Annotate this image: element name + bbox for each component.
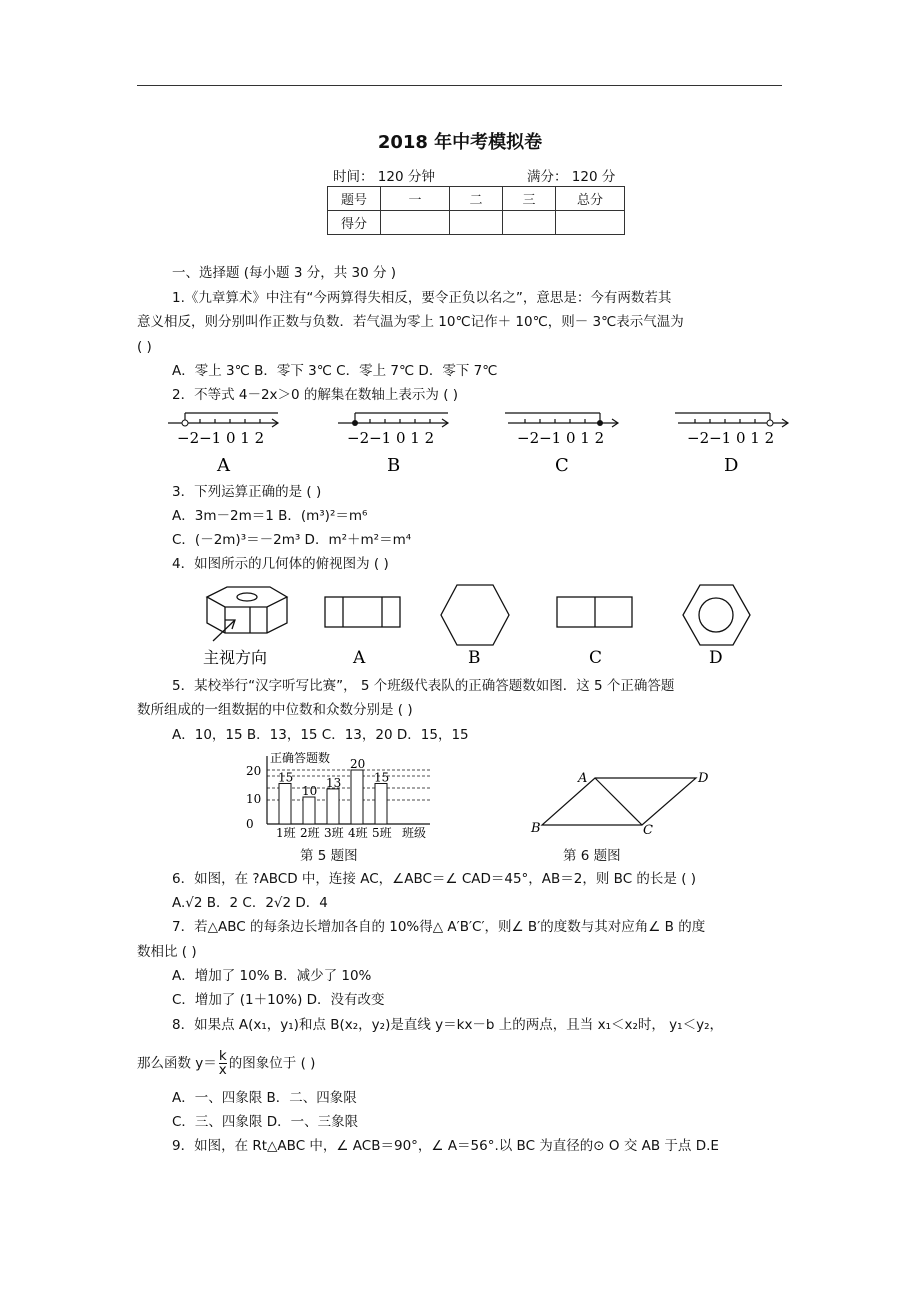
x-tick-label: 3班 [324,826,344,840]
axis-ticks: −2−1 0 1 2 [347,429,435,447]
main-direction-label: 主视方向 [203,648,268,667]
table-cell [381,211,450,235]
q5-options: A．10，15 B．13，15 C．13，20 D．15，15 [172,727,469,743]
table-cell: 题号 [328,187,381,211]
q1-options: A．零上 3℃ B．零下 3℃ C．零上 7℃ D．零下 7℃ [172,363,498,379]
q5-bar-chart [240,748,450,840]
q2-number-lines [160,405,800,475]
x-tick-label: 1班 [276,826,296,840]
exam-full-score: 满分： 120 分 [527,169,616,185]
q8-options-2: C．三、四象限 D．一、三象限 [172,1114,359,1130]
option-label: B [468,648,481,668]
bar [351,770,363,824]
option-label: C [589,648,603,668]
q8-line2-end: 的图象位于 ( ) [228,1055,316,1072]
bar [327,789,339,824]
q8-line2-start: 那么函数 y＝ [137,1055,217,1072]
table-cell: 总分 [556,187,625,211]
table-cell: 得分 [328,211,381,235]
option-label: C [555,455,569,475]
q7-options-2: C．增加了 (1＋10%) D．没有改变 [172,992,385,1008]
fig5-caption: 第 5 题图 [300,848,358,864]
bar-value-label: 15 [374,770,390,785]
score-table-row [328,211,625,235]
table-cell [450,211,503,235]
option-label: B [387,455,401,475]
q6-stem: 6．如图，在 ?ABCD 中，连接 AC，∠ABC＝∠ CAD＝45°，AB＝2，则 BC 的长是 ( ) [172,871,697,887]
bar-value-label: 13 [326,775,342,790]
score-table [327,186,625,235]
q4-figures [195,575,765,670]
q3-options-ab: A．3m－2m＝1 B．(m³)²＝m⁶ [172,508,368,524]
bar-value-label: 15 [278,770,294,785]
option-label: D [709,648,723,668]
vertex-label: A [578,771,588,786]
bar [375,784,387,825]
chart-xlabel: 班级 [402,826,427,840]
q3-stem: 3．下列运算正确的是 ( ) [172,484,322,500]
table-cell: 一 [381,187,450,211]
axis-ticks: −2−1 0 1 2 [177,429,265,447]
table-cell: 三 [503,187,556,211]
bar-value-label: 20 [350,757,366,771]
fraction-denominator: x [218,1062,227,1078]
score-table-row [328,187,625,211]
q3-options-cd: C．(－2m)³＝－2m³ D．m²＋m²＝m⁴ [172,532,412,548]
vertex-label: D [698,771,709,786]
table-cell [556,211,625,235]
vertex-label: C [643,823,653,838]
y-tick-label: 0 [246,817,254,831]
q8-line2 [137,1050,315,1077]
table-cell: 二 [450,187,503,211]
x-tick-label: 2班 [300,826,320,840]
q2-stem: 2．不等式 4－2x＞0 的解集在数轴上表示为 ( ) [172,387,459,403]
q5-line2: 数所组成的一组数据的中位数和众数分别是 ( ) [137,702,413,718]
fraction-numerator: k [218,1048,227,1064]
q8-line1: 8．如果点 A(x₁，y₁)和点 B(x₂，y₂)是直线 y＝kx－b 上的两点，且当 x₁＜x₂时， y₁＜y₂， [172,1017,723,1033]
q6-options: A.√2 B．2 C．2√2 D．4 [172,895,328,911]
axis-ticks: −2−1 0 1 2 [517,429,605,447]
q4-stem: 4．如图所示的几何体的俯视图为 ( ) [172,556,389,572]
y-tick-label: 20 [246,764,262,778]
table-cell [503,211,556,235]
option-label: A [353,648,366,668]
q9-line1: 9．如图，在 Rt△ABC 中，∠ ACB＝90°，∠ A＝56°.以 BC 为直径的⊙ O 交 AB 于点 D.E [172,1138,719,1154]
axis-ticks: −2−1 0 1 2 [687,429,775,447]
q7-line2: 数相比 ( ) [137,944,197,960]
q5-line1: 5．某校举行“汉字听写比赛”， 5 个班级代表队的正确答题数如图．这 5 个正确答题 [172,678,675,694]
x-tick-label: 5班 [372,826,392,840]
chart-ylabel: 正确答题数 [270,751,331,765]
section-heading: 一、选择题 (每小题 3 分，共 30 分 ) [172,265,397,281]
option-label: A [217,455,230,475]
q7-line1: 7．若△ABC 的每条边长增加各自的 10%得△ A′B′C′，则∠ B′的度数与其对应角∠ B 的度 [172,919,706,935]
fig6-caption: 第 6 题图 [563,848,621,864]
q7-options-1: A．增加了 10% B．减少了 10% [172,968,372,984]
vertex-label: B [531,821,541,836]
top-rule [137,85,782,86]
bar [303,797,315,824]
q6-parallelogram [528,768,718,838]
q1-line1: 1.《九章算术》中注有“今两算得失相反，要令正负以名之”，意思是：今有两数若其 [172,290,672,306]
exam-time: 时间： 120 分钟 [333,169,435,185]
bar [279,784,291,825]
fraction [219,1050,227,1077]
y-tick-label: 10 [246,792,262,806]
q1-line3: ( ) [137,339,152,355]
q8-options-1: A．一、四象限 B．二、四象限 [172,1090,357,1106]
bar-value-label: 10 [302,784,318,798]
x-tick-label: 4班 [348,826,368,840]
page-title: 2018 年中考模拟卷 [377,132,543,153]
q1-line2: 意义相反，则分别叫作正数与负数．若气温为零上 10℃记作＋ 10℃，则－ 3℃表示气温为 [137,314,684,330]
option-label: D [724,455,739,475]
